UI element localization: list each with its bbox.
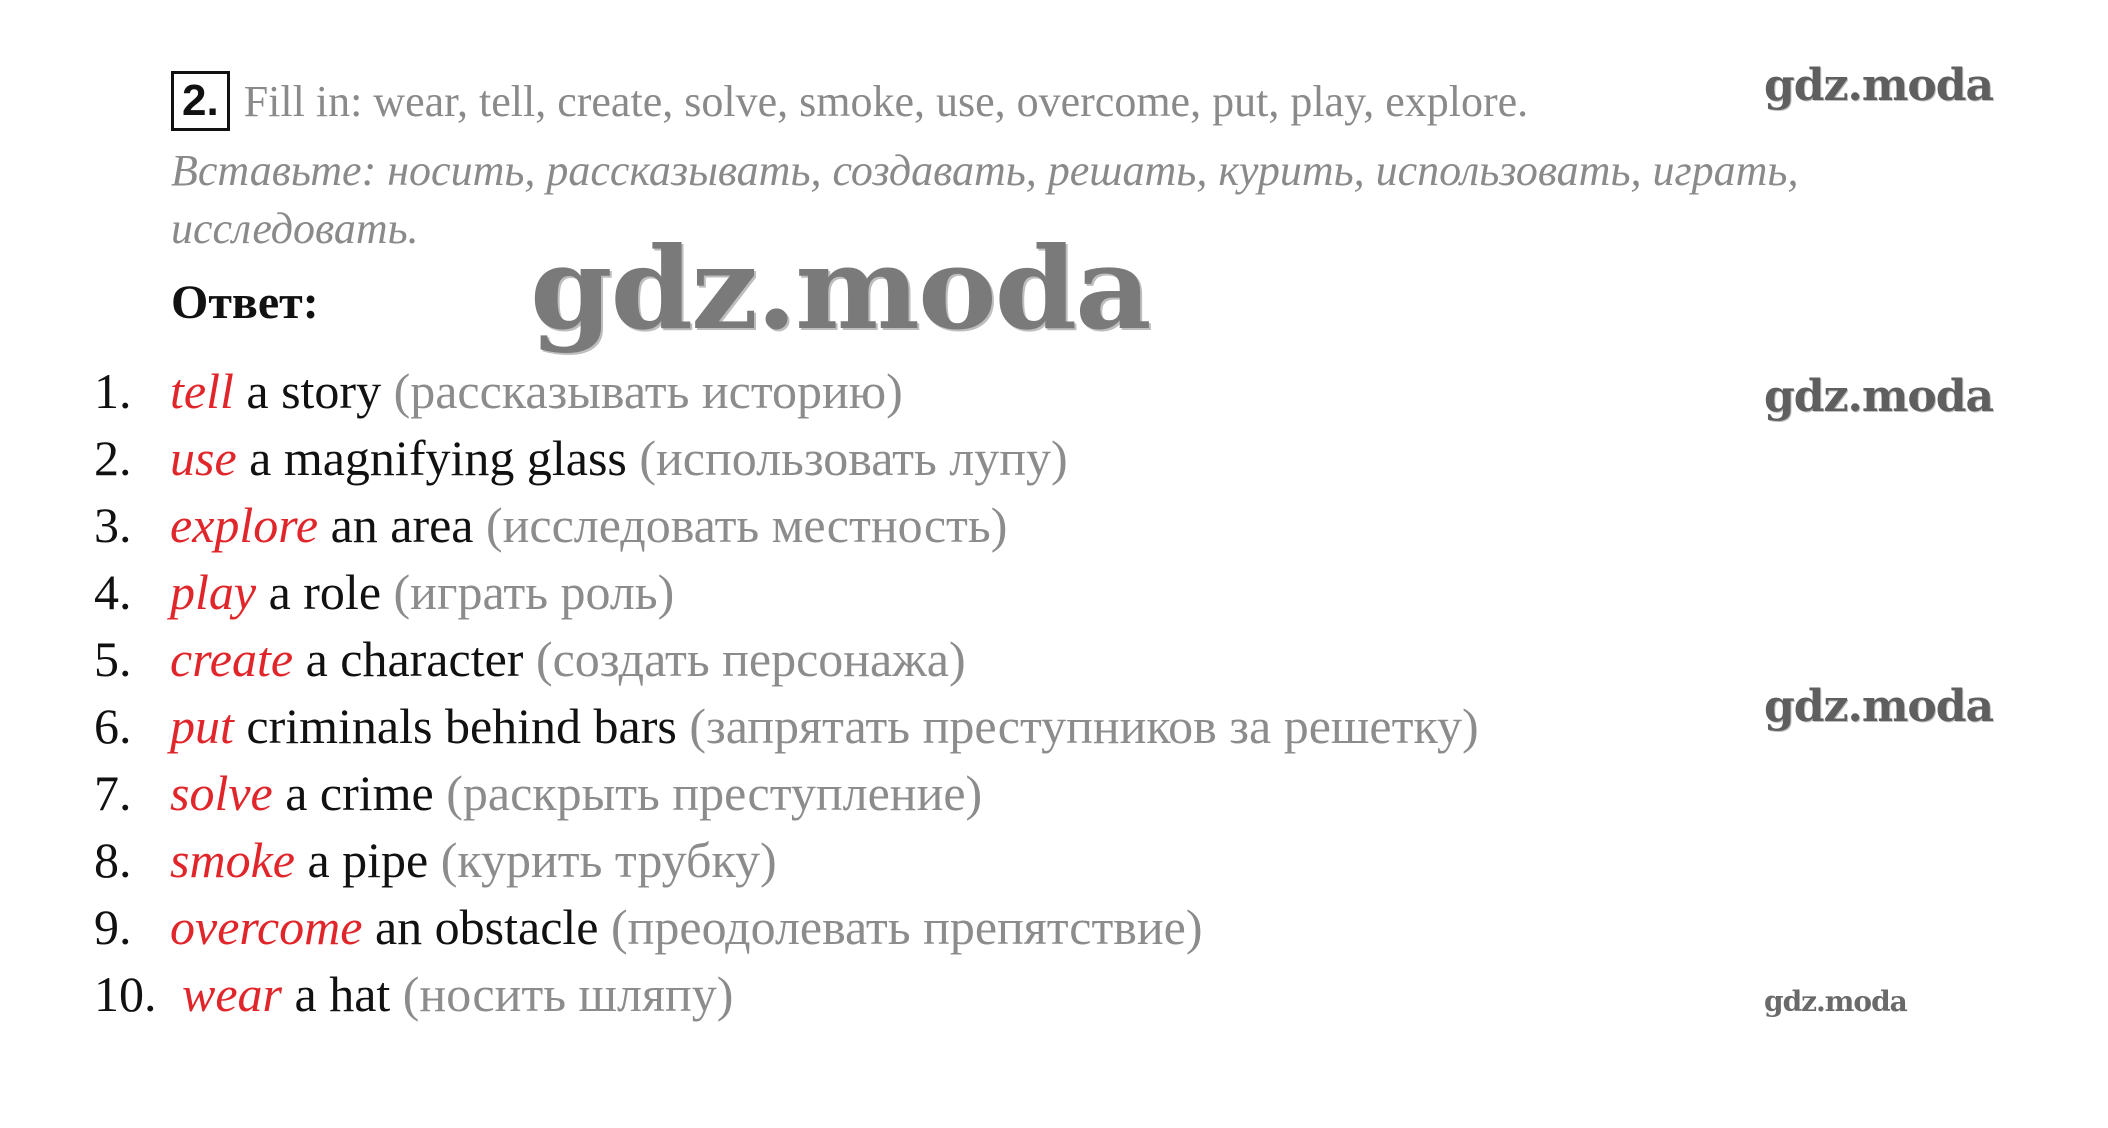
item-translation: (носить шляпу) <box>402 966 734 1022</box>
item-phrase: a story <box>233 363 394 419</box>
item-phrase: an obstacle <box>362 899 611 955</box>
answer-item <box>94 831 1479 898</box>
exercise-number: 2. <box>171 71 230 131</box>
item-number: 9. <box>94 899 132 955</box>
item-number: 6. <box>94 698 132 754</box>
item-translation: (создать персонажа) <box>535 631 966 687</box>
item-translation: (рассказывать историю) <box>393 363 903 419</box>
item-number: 7. <box>94 765 132 821</box>
answer-item <box>94 362 1479 429</box>
item-phrase: a hat <box>282 966 403 1022</box>
answer-item <box>94 764 1479 831</box>
item-number: 10. <box>94 966 157 1022</box>
item-number: 8. <box>94 832 132 888</box>
item-translation: (курить трубку) <box>440 832 777 888</box>
item-verb: play <box>170 564 257 620</box>
item-translation: (использовать лупу) <box>639 430 1068 486</box>
answer-item <box>94 965 1479 1032</box>
watermark-large: gdz.moda <box>530 221 1150 355</box>
item-translation: (запрятать преступников за решетку) <box>689 698 1479 754</box>
item-verb: smoke <box>170 832 295 888</box>
answer-list <box>94 362 1479 1032</box>
item-phrase: a crime <box>272 765 447 821</box>
item-verb: overcome <box>170 899 363 955</box>
item-phrase: a role <box>256 564 394 620</box>
item-translation: (исследовать местность) <box>486 497 1008 553</box>
item-verb: create <box>170 631 294 687</box>
item-number: 3. <box>94 497 132 553</box>
answer-item <box>94 630 1479 697</box>
item-phrase: a pipe <box>294 832 441 888</box>
item-number: 5. <box>94 631 132 687</box>
item-translation: (играть роль) <box>393 564 675 620</box>
watermark-lower-right: gdz.moda <box>1764 681 1994 732</box>
item-phrase: an area <box>318 497 486 553</box>
item-verb: wear <box>182 966 282 1022</box>
answer-item <box>94 697 1479 764</box>
item-translation: (преодолевать препятствие) <box>611 899 1203 955</box>
item-number: 1. <box>94 363 132 419</box>
answer-label: Ответ: <box>171 276 319 329</box>
item-phrase: a character <box>293 631 536 687</box>
watermark-mid-right: gdz.moda <box>1764 371 1994 422</box>
answer-item <box>94 429 1479 496</box>
watermark-bottom-right: gdz.moda <box>1764 985 1907 1018</box>
answer-item <box>94 563 1479 630</box>
exercise-instruction: Fill in: wear, tell, create, solve, smoke, use, overcome, put, play, explore. <box>243 76 1529 126</box>
item-translation: (раскрыть преступление) <box>446 765 983 821</box>
item-verb: put <box>170 698 234 754</box>
item-phrase: criminals behind bars <box>233 698 690 754</box>
item-verb: tell <box>170 363 234 419</box>
item-verb: solve <box>170 765 273 821</box>
item-number: 2. <box>94 430 132 486</box>
item-phrase: a magnifying glass <box>236 430 640 486</box>
answer-item <box>94 496 1479 563</box>
item-verb: explore <box>170 497 319 553</box>
answer-item <box>94 898 1479 965</box>
item-verb: use <box>170 430 237 486</box>
item-number: 4. <box>94 564 132 620</box>
exercise-instruction-ru: Вставьте: носить, рассказывать, создавать, решать, курить, использовать, играть, исследовать. <box>171 146 1799 253</box>
watermark-top-right: gdz.moda <box>1764 60 1994 111</box>
